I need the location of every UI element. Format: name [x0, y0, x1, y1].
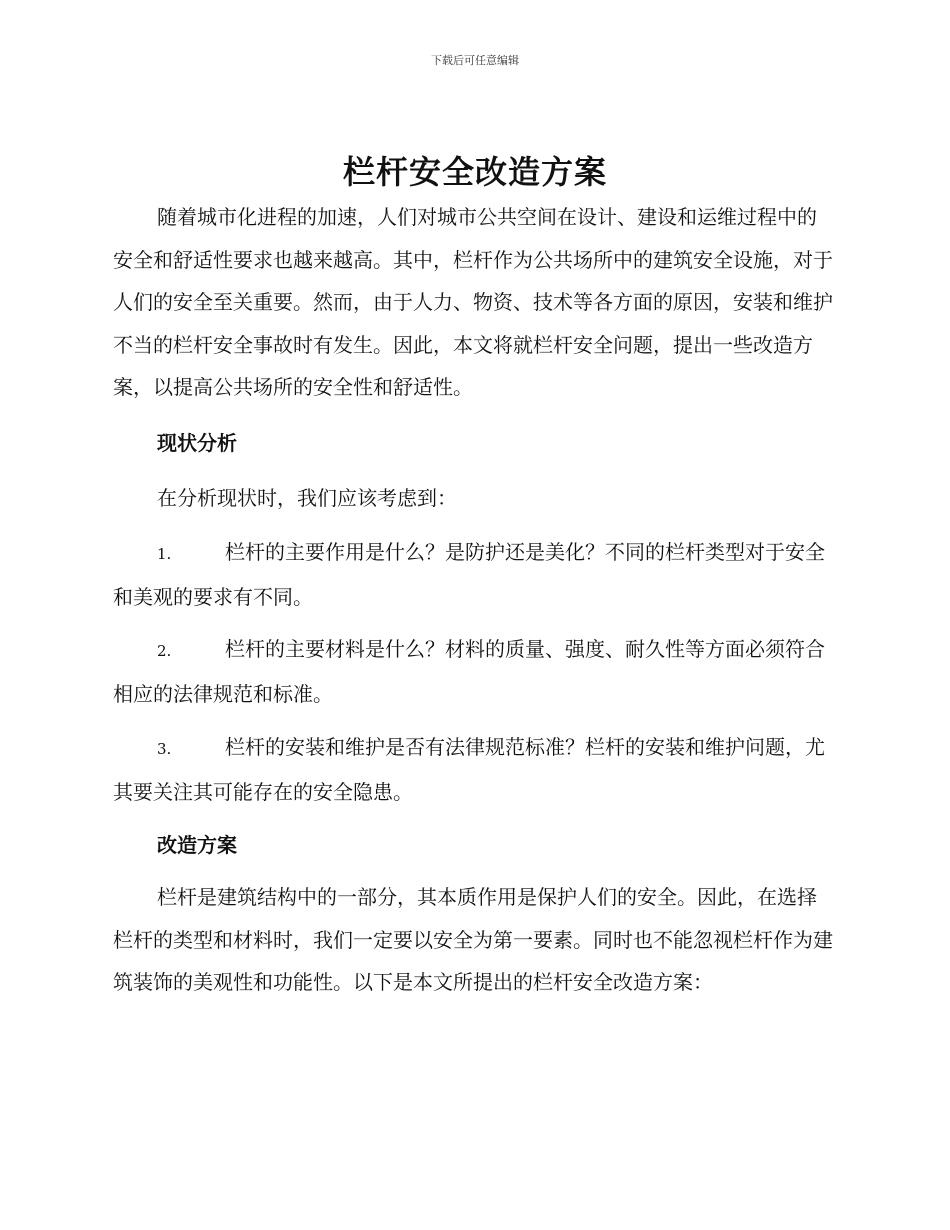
intro-paragraph: 随着城市化进程的加速，人们对城市公共空间在设计、建设和运维过程中的安全和舒适性要求也越来越高。其中，栏杆作为公共场所中的建筑安全设施，对于人们的安全至关重要。然而，由于人力、物资、技术等各方面的原因，安装和维护不当的栏杆安全事故时有发生。因此，本文将就栏杆安全问题，提出一些改造方案，以提高公共场所的安全性和舒适性。: [113, 205, 833, 399]
list-item-number: 1.: [157, 545, 172, 563]
list-item-text: 栏杆的安装和维护是否有法律规范标准？栏杆的安装和维护问题，尤其要关注其可能存在的安全隐患。: [113, 735, 825, 804]
renovation-plan-paragraph: 栏杆是建筑结构中的一部分，其本质作用是保护人们的安全。因此，在选择栏杆的类型和材料时，我们一定要以安全为第一要素。同时也不能忽视栏杆作为建筑装饰的美观性和功能性。以下是本文所提出的栏杆安全改造方案：: [113, 885, 833, 994]
list-item-text: 栏杆的主要材料是什么？材料的质量、强度、耐久性等方面必须符合相应的法律规范和标准。: [113, 637, 825, 706]
document-title: 栏杆安全改造方案: [342, 153, 607, 191]
list-item-number: 2.: [157, 642, 172, 660]
status-analysis-lead: 在分析现状时，我们应该考虑到：: [157, 486, 457, 510]
list-item-text: 栏杆的主要作用是什么？是防护还是美化？不同的栏杆类型对于安全和美观的要求有不同。: [113, 540, 825, 609]
list-item-number: 3.: [157, 740, 172, 758]
section-heading-renovation-plan: 改造方案: [157, 833, 237, 857]
header-note: 下载后可任意编辑: [431, 54, 519, 67]
section-heading-status-analysis: 现状分析: [157, 431, 237, 455]
list-item: [113, 628, 835, 715]
list-item: [113, 726, 835, 813]
list-item: [113, 531, 835, 618]
